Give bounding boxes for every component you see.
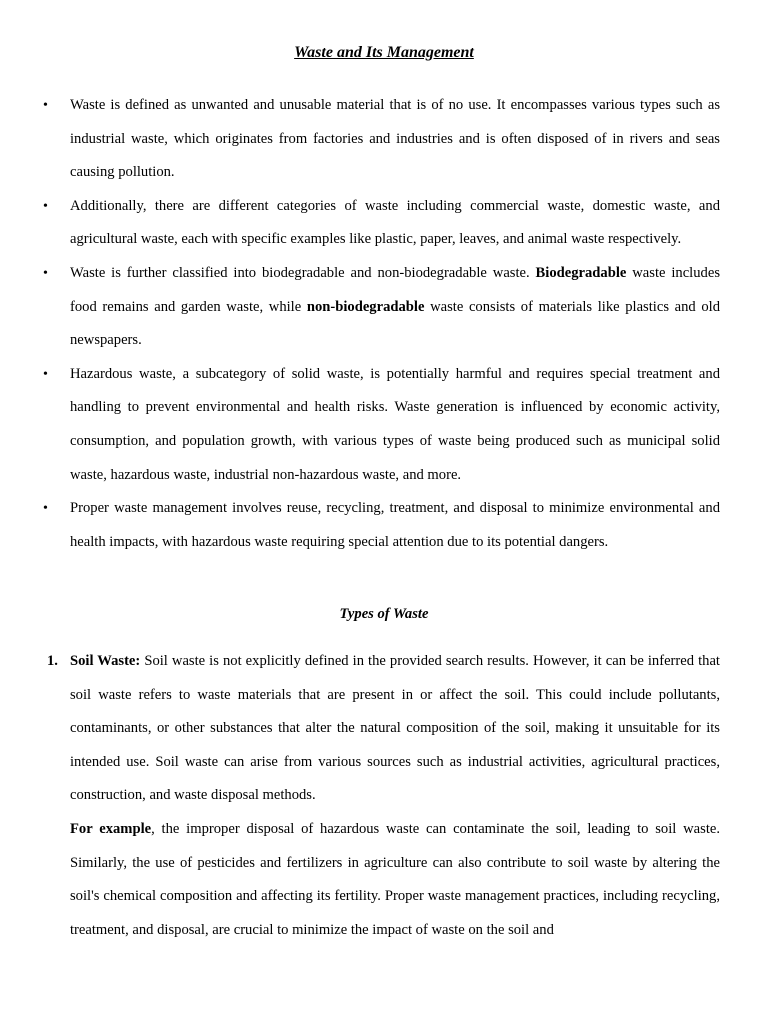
list-number: 1. xyxy=(47,653,58,669)
text-run: Soil waste is not explicitly defined in the provided search results. However, it can be inferred that soil waste refers to waste materials that are present in or affect the soil. This could include pollutants, contaminants, or other substances that alter the natural composition of the soil, making it unsuitable for its intended use. Soil waste can arise from various sources such as industrial activities, agricultural practices, construction, and waste disposal methods. xyxy=(70,653,720,804)
bullet-dot-icon: • xyxy=(43,198,48,214)
bullet-dot-icon: • xyxy=(43,366,48,382)
text-run: Waste is further classified into biodegradable and non-biodegradable waste. xyxy=(70,264,536,281)
text-run: waste consists of materials like plastics and old newspapers. xyxy=(70,298,720,349)
bullet-text xyxy=(70,366,720,483)
bullet-text xyxy=(70,265,720,348)
paragraph xyxy=(70,813,720,947)
bullet-item xyxy=(0,358,768,492)
bullet-item xyxy=(0,257,768,358)
page-title: Waste and Its Management xyxy=(294,44,474,61)
bold-term: Soil Waste: xyxy=(70,653,141,669)
text-run: Hazardous waste, a subcategory of solid waste, is potentially harmful and requires special treatment and handling to prevent environmental and health risks. Waste generation is influenced by economic activity, consumption, and population growth, with various types of waste being produced such as municipal solid waste, hazardous waste, industrial non-hazardous waste, and more. xyxy=(70,365,720,483)
bullet-dot-icon: • xyxy=(43,98,48,113)
bullet-list xyxy=(0,89,768,559)
bullet-item xyxy=(0,190,768,257)
bullet-dot-icon: • xyxy=(43,265,48,281)
text-run: Additionally, there are different categories of waste including commercial waste, domestic waste, and agricultural waste, each with specific examples like plastic, paper, leaves, and animal waste respectively. xyxy=(70,197,720,248)
paragraph xyxy=(70,645,720,813)
bullet-text xyxy=(70,97,720,180)
bold-term: non-biodegradable xyxy=(306,298,425,315)
bold-term: Biodegradable xyxy=(535,264,627,281)
bullet-text xyxy=(70,500,720,550)
bullet-item xyxy=(0,492,768,559)
bullet-item xyxy=(0,89,768,190)
bold-term: For example xyxy=(70,820,152,837)
list-item xyxy=(0,645,768,947)
text-run: , the improper disposal of hazardous waste can contaminate the soil, leading to soil waste. Similarly, the use of pesticides and fertilizers in agriculture can also contribute to soil waste by altering the soil's chemical composition and affecting its fertility. Proper waste management practices, including recycling, treatment, and disposal, are crucial to minimize the impact of waste on the soil and xyxy=(70,820,721,938)
numbered-list xyxy=(0,645,768,947)
text-run: Waste is defined as unwanted and unusable material that is of no use. It encompasses various types such as industrial waste, which originates from factories and industries and is often disposed of in rivers and seas causing pollution. xyxy=(70,97,720,181)
section-heading: Types of Waste xyxy=(339,606,429,622)
text-run: Proper waste management involves reuse, recycling, treatment, and disposal to minimize environmental and health impacts, with hazardous waste requiring special attention due to its potential dangers. xyxy=(70,500,720,550)
bullet-text xyxy=(70,198,720,248)
bullet-dot-icon: • xyxy=(43,501,48,517)
text-run: waste includes food remains and garden waste, while xyxy=(70,264,720,315)
